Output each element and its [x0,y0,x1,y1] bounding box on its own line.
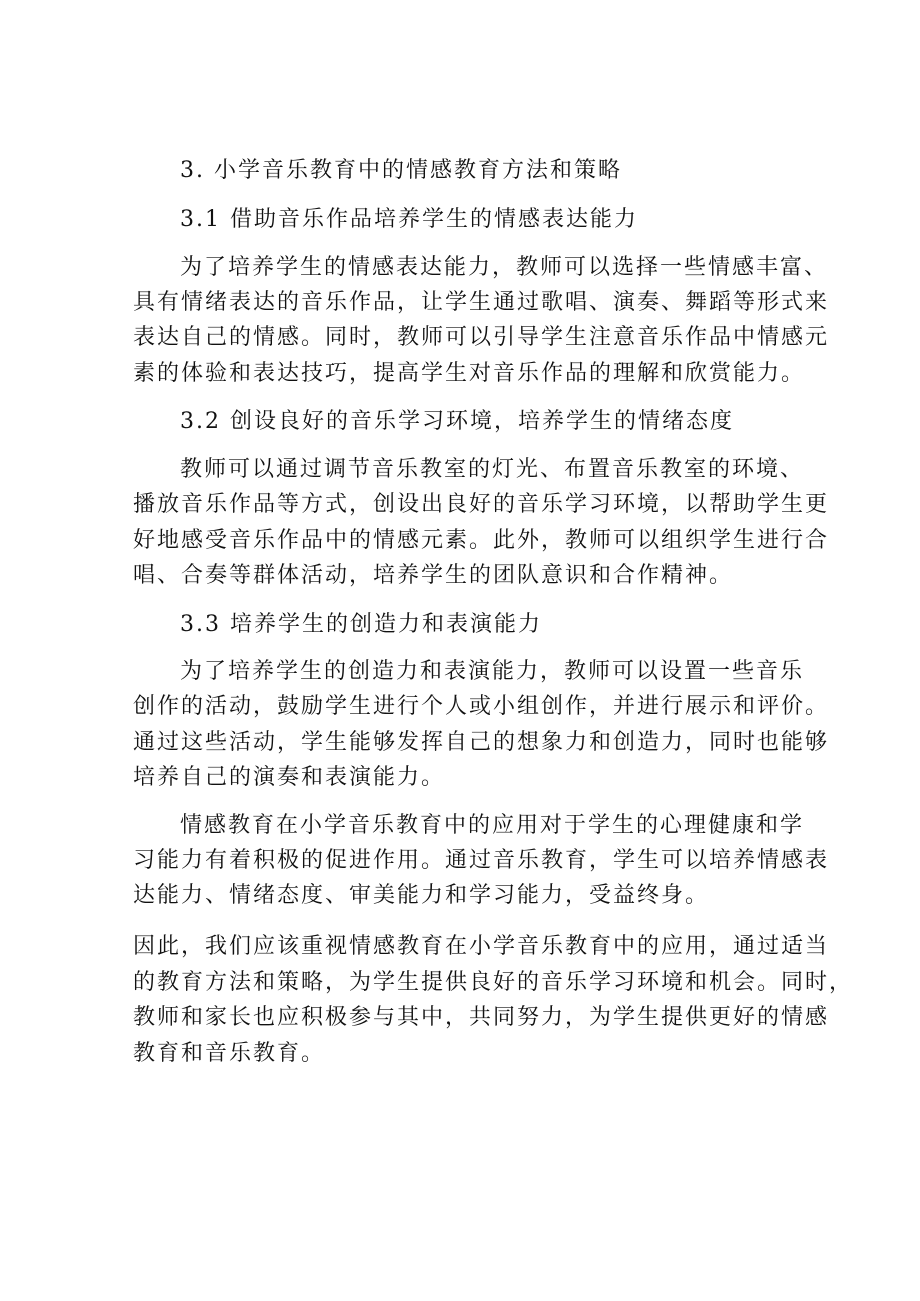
paragraph-line: 情感教育在小学音乐教育中的应用对于学生的心理健康和学 [180,813,805,838]
paragraph-line: 教师可以通过调节音乐教室的灯光、布置音乐教室的环境、 [180,457,805,482]
paragraph-line: 因此，我们应该重视情感教育在小学音乐教育中的应用，通过适当 [133,934,830,959]
paragraph-line: 为了培养学生的创造力和表演能力，教师可以设置一些音乐 [180,659,805,684]
subsection-heading-3-2: 3.2 创设良好的音乐学习环境，培养学生的情绪态度 [180,409,734,434]
paragraph-line: 表达自己的情感。同时，教师可以引导学生注意音乐作品中情感元 [133,325,830,350]
paragraph-line: 教育和音乐教育。 [133,1041,326,1066]
paragraph-line: 达能力、情绪态度、审美能力和学习能力，受益终身。 [133,883,710,908]
paragraph-line: 的教育方法和策略，为学生提供良好的音乐学习环境和机会。同时， [133,970,854,995]
section-heading: 3. 小学音乐教育中的情感教育方法和策略 [180,158,622,183]
subsection-heading-3-1: 3.1 借助音乐作品培养学生的情感表达能力 [180,207,638,232]
paragraph-line: 教师和家长也应积极参与其中，共同努力，为学生提供更好的情感 [133,1005,830,1030]
paragraph-line: 好地感受音乐作品中的情感元素。此外，教师可以组织学生进行合 [133,528,830,553]
paragraph-line: 唱、合奏等群体活动，培养学生的团队意识和合作精神。 [133,563,734,588]
paragraph-line: 通过这些活动，学生能够发挥自己的想象力和创造力，同时也能够 [133,730,830,755]
paragraph-line: 素的体验和表达技巧，提高学生对音乐作品的理解和欣赏能力。 [133,361,806,386]
paragraph-line: 创作的活动，鼓励学生进行个人或小组创作，并进行展示和评价。 [133,694,830,719]
paragraph-line: 具有情绪表达的音乐作品，让学生通过歌唱、演奏、舞蹈等形式来 [133,290,830,315]
subsection-heading-3-3: 3.3 培养学生的创造力和表演能力 [180,612,542,637]
paragraph-line: 培养自己的演奏和表演能力。 [133,765,446,790]
paragraph-line: 习能力有着积极的促进作用。通过音乐教育，学生可以培养情感表 [133,848,830,873]
paragraph-line: 播放音乐作品等方式，创设出良好的音乐学习环境，以帮助学生更 [133,492,830,517]
paragraph-line: 为了培养学生的情感表达能力，教师可以选择一些情感丰富、 [180,255,829,280]
